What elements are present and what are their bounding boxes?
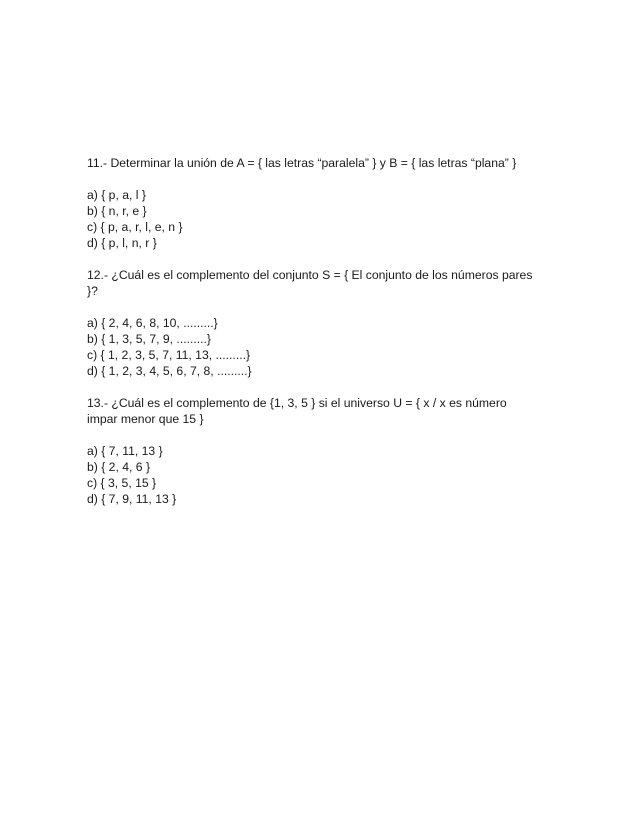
option-a: a) { p, a, l } <box>87 188 146 202</box>
question-text: 13.- ¿Cuál es el complemento de {1, 3, 5 } si el universo U = { x / x es número impar menor que 15 } <box>87 396 507 426</box>
option-a: a) { 7, 11, 13 } <box>87 444 163 458</box>
spacer <box>87 251 537 267</box>
option-c: c) { 1, 2, 3, 5, 7, 11, 13, .........} <box>87 348 251 362</box>
option-d: d) { 7, 9, 11, 13 } <box>87 492 177 506</box>
option-b: b) { n, r, e } <box>87 204 147 218</box>
spacer <box>87 171 537 187</box>
question-text: 11.- Determinar la unión de A = { las letras “paralela” } y B = { las letras “plana” } <box>87 156 517 170</box>
spacer <box>87 299 537 315</box>
option-b: b) { 2, 4, 6 } <box>87 460 151 474</box>
answer-options <box>87 187 537 251</box>
question-text: 12.- ¿Cuál es el complemento del conjunto S = { El conjunto de los números pares }? <box>87 268 533 298</box>
question-13 <box>87 395 537 507</box>
option-c: c) { 3, 5, 15 } <box>87 476 157 490</box>
option-d: d) { 1, 2, 3, 4, 5, 6, 7, 8, .........} <box>87 364 252 378</box>
spacer <box>87 379 537 395</box>
answer-options <box>87 315 537 379</box>
question-11 <box>87 155 537 251</box>
question-12 <box>87 267 537 379</box>
question-list <box>87 155 537 507</box>
option-d: d) { p, l, n, r } <box>87 236 157 250</box>
option-c: c) { p, a, r, l, e, n } <box>87 220 183 234</box>
option-a: a) { 2, 4, 6, 8, 10, .........} <box>87 316 218 330</box>
spacer <box>87 427 537 443</box>
option-b: b) { 1, 3, 5, 7, 9, .........} <box>87 332 211 346</box>
answer-options <box>87 443 537 507</box>
